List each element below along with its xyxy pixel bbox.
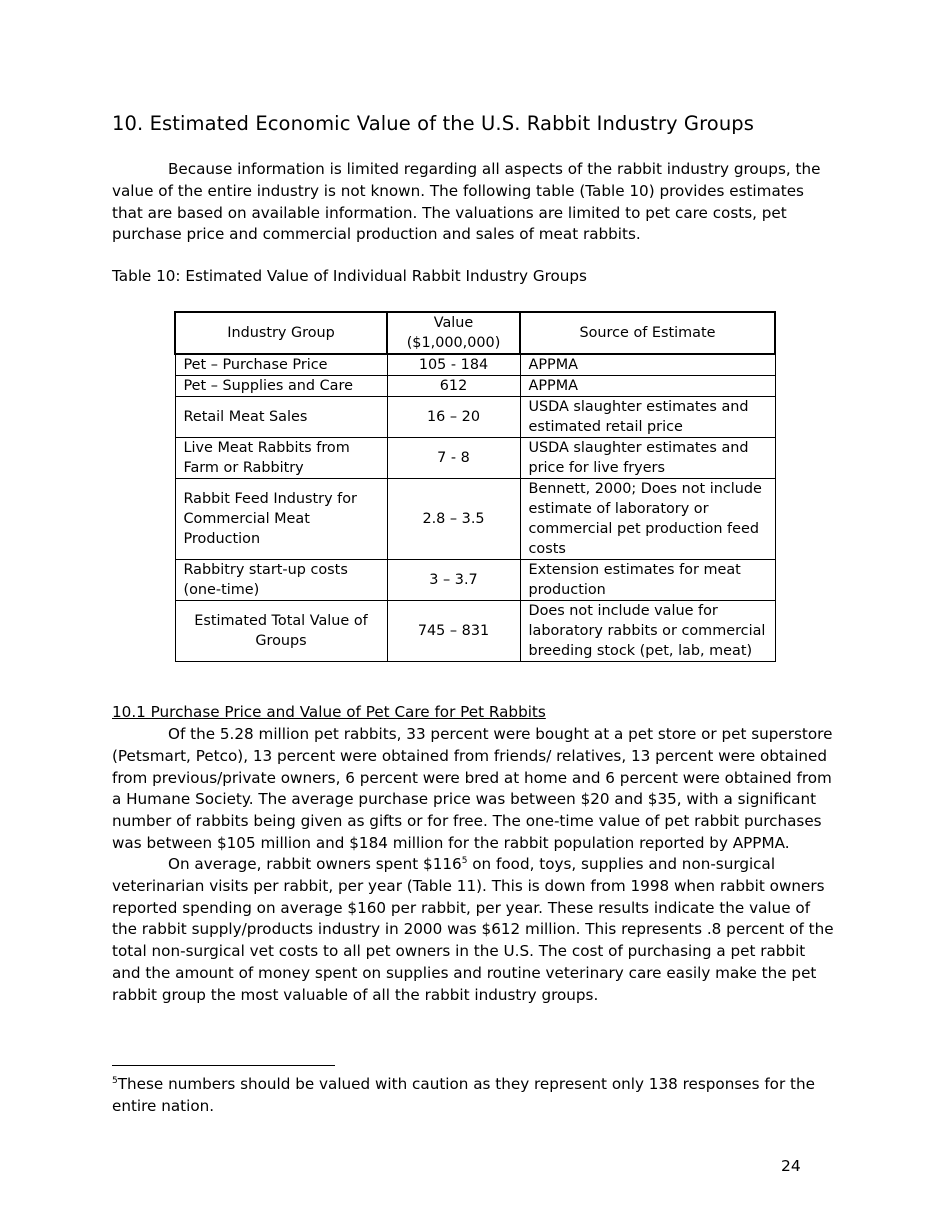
- section-title: 10. Estimated Economic Value of the U.S. Rabbit Industry Groups: [112, 112, 755, 135]
- footnote-marker: 5: [461, 856, 468, 866]
- header-industry-group: Industry Group: [175, 312, 387, 354]
- cell-value: 16 – 20: [387, 397, 520, 438]
- cell-source: Extension estimates for meat production: [520, 560, 775, 601]
- paragraph-2-rest: on food, toys, supplies and non-surgical veterinarian visits per rabbit, per year (Table 11). This is down from 1998 when rabbit owners reported spending on average $160 per rabbit, per year. These results indicate the value of the rabbit supply/products industry in 2000 was $612 million. This represents .8 percent of the total non-surgical vet costs to all pet owners in the U.S. The cost of purchasing a pet rabbit and the amount of money spent on supplies and routine veterinary care easily make the pet rabbit group the most valuable of all the rabbit industry groups.: [112, 855, 834, 1004]
- subsection-title: 10.1 Purchase Price and Value of Pet Care for Pet Rabbits: [112, 703, 546, 721]
- cell-source: USDA slaughter estimates and price for live fryers: [520, 438, 775, 479]
- paragraph-2-start: On average, rabbit owners spent $116: [168, 855, 462, 873]
- cell-value: 612: [387, 376, 520, 397]
- table-row: [175, 560, 775, 601]
- footnote-text: These numbers should be valued with caution as they represent only 138 responses for the entire nation.: [112, 1075, 815, 1115]
- cell-group: Rabbitry start-up costs (one-time): [175, 560, 387, 601]
- table-row: [175, 438, 775, 479]
- header-value: Value ($1,000,000): [387, 312, 520, 354]
- table-row: [175, 376, 775, 397]
- table-row-total: [175, 601, 775, 662]
- header-source: Source of Estimate: [520, 312, 775, 354]
- cell-value: 3 – 3.7: [387, 560, 520, 601]
- value-table: [174, 311, 776, 662]
- page-number: 24: [781, 1157, 801, 1175]
- cell-group: Estimated Total Value of Groups: [175, 601, 387, 662]
- table-row: [175, 479, 775, 560]
- cell-group: Pet – Supplies and Care: [175, 376, 387, 397]
- intro-paragraph: Because information is limited regarding all aspects of the rabbit industry groups, the value of the entire industry is not known. The following table (Table 10) provides estimates that are based on available information. The valuations are limited to pet care costs, pet purchase price and commercial production and sales of meat rabbits.: [112, 160, 821, 244]
- cell-source: APPMA: [520, 376, 775, 397]
- cell-source: APPMA: [520, 354, 775, 376]
- table-row: [175, 354, 775, 376]
- cell-value: 105 - 184: [387, 354, 520, 376]
- cell-source: USDA slaughter estimates and estimated retail price: [520, 397, 775, 438]
- cell-value: 2.8 – 3.5: [387, 479, 520, 560]
- cell-source: Bennett, 2000; Does not include estimate of laboratory or commercial pet production feed costs: [520, 479, 775, 560]
- paragraph-1: Of the 5.28 million pet rabbits, 33 percent were bought at a pet store or pet superstore (Petsmart, Petco), 13 percent were obtained from friends/ relatives, 13 percent were obtained from previous/private owners, 6 percent were bred at home and 6 percent were obtained from a Humane Society. The average purchase price was between $20 and $35, with a significant number of rabbits being given as gifts or for free. The one-time value of pet rabbit purchases was between $105 million and $184 million for the rabbit population reported by APPMA.: [112, 725, 833, 852]
- footnote-divider: [112, 1065, 335, 1066]
- paragraph-2: [112, 854, 836, 1007]
- footnote-number: 5: [112, 1076, 118, 1086]
- footnote: [112, 1073, 836, 1117]
- table-caption: Table 10: Estimated Value of Individual Rabbit Industry Groups: [112, 267, 587, 285]
- table-header-row: [175, 312, 775, 354]
- table-row: [175, 397, 775, 438]
- cell-source: Does not include value for laboratory rabbits or commercial breeding stock (pet, lab, meat): [520, 601, 775, 662]
- cell-value: 745 – 831: [387, 601, 520, 662]
- cell-group: Retail Meat Sales: [175, 397, 387, 438]
- cell-value: 7 - 8: [387, 438, 520, 479]
- cell-group: Pet – Purchase Price: [175, 354, 387, 376]
- cell-group: Live Meat Rabbits from Farm or Rabbitry: [175, 438, 387, 479]
- cell-group: Rabbit Feed Industry for Commercial Meat Production: [175, 479, 387, 560]
